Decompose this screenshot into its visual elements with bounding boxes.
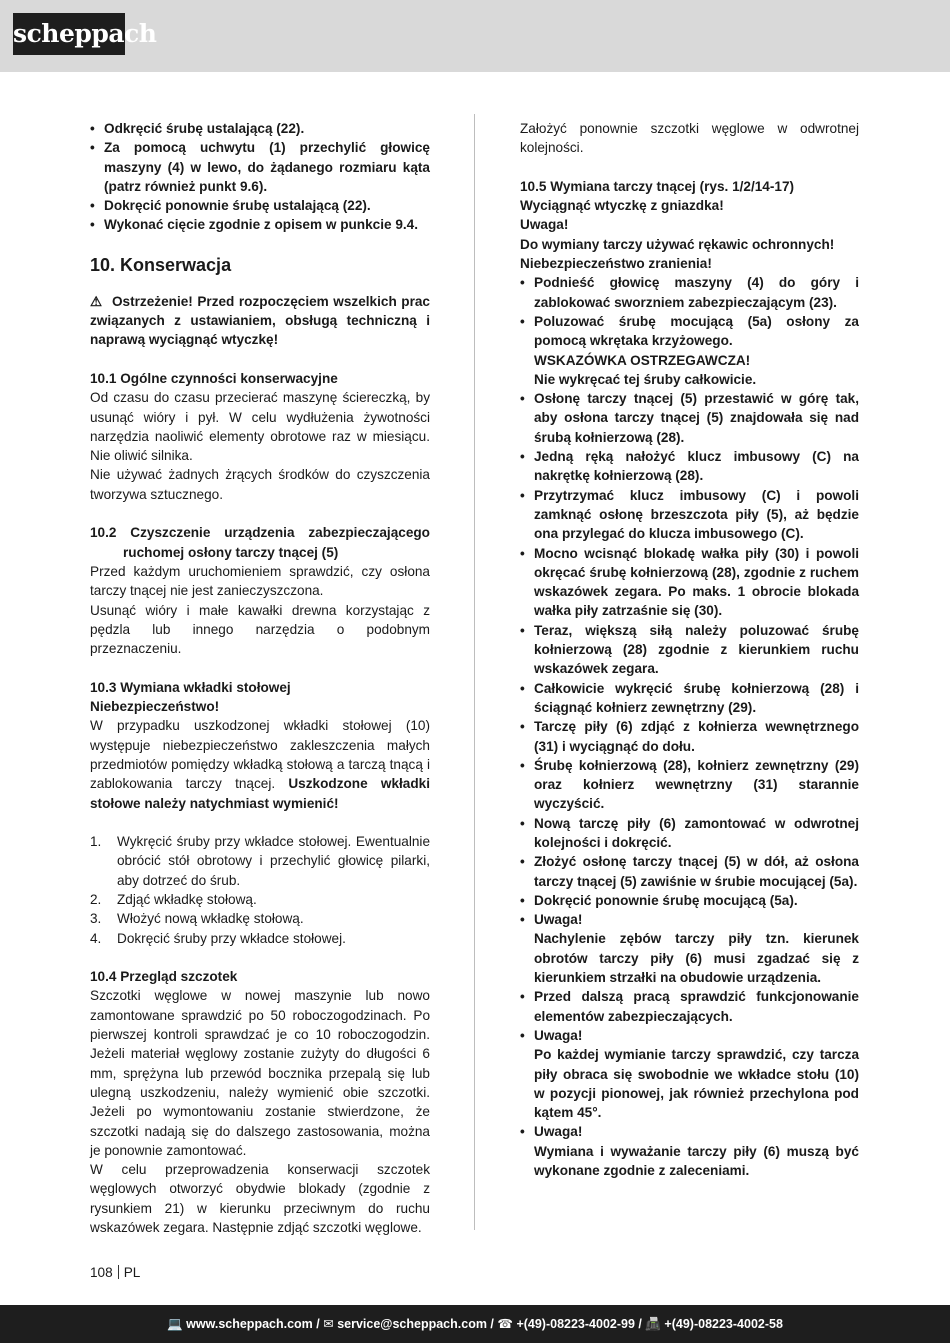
mail-icon: ✉ [323,1317,334,1331]
fax-number: +(49)-08223-4002-58 [664,1317,783,1331]
paragraph: W przypadku uszkodzonej wkładki stołowej (10) występuje niebezpieczeństwo zakleszczenia małych przedmiotów pomiędzy wkładką stołową a tarczą tnącą i zablokowania tarczy tnącej. Uszkodzone wkładki stołowe należy natychmiast wymienić! [90,718,430,811]
fax-icon: 📠 [645,1317,661,1331]
list-item: • Teraz, większą siłą należy poluzować śrubę kołnierzową (28) zgodnie z kierunkiem ruchu wskazówek zegara. [520,622,859,677]
phone-icon: ☎ [497,1317,513,1331]
left-column [90,119,430,1237]
list-item: • Złożyć osłonę tarczy tnącej (5) w dół, aż osłona tarczy tnącej (5) zawiśnie w śrubie mocującej (5a). [520,854,859,889]
paragraph: W celu przeprowadzenia konserwacji szczotek węglowych otworzyć obydwie blokady (zgodnie z rysunkiem 21) w kierunku przeciwnym do ruchu wskazówek zegara. Następnie zdjąć szczotki węglowe. [90,1162,430,1236]
list-item: • Wykonać cięcie zgodnie z opisem w punkcie 9.4. [90,217,419,233]
list-item: • Całkowicie wykręcić śrubę kołnierzową (28) i ściągnąć kołnierz zewnętrzny (29). [520,680,859,715]
list-item: • Śrubę kołnierzową (28), kołnierz zewnętrzny (29) oraz kołnierz wewnętrzny (31) starannie wyczyścić. [520,757,859,812]
page-footer: 💻 www.scheppach.com / ✉ service@scheppach.com / ☎ +(49)-08223-4002-99 / 📠 +(49)-08223-4002-58 [0,1305,950,1343]
list-item: 3. Włożyć nową wkładkę stołową. [90,911,304,927]
section-title: 10. Konserwacja [90,254,232,275]
list-item: • Dokręcić ponownie śrubę mocującą (5a). [520,892,798,908]
list-item: • Podnieść głowicę maszyny (4) do góry i zablokować sworzniem zabezpieczającym (23). [520,275,859,310]
email-link[interactable]: service@scheppach.com [337,1317,487,1331]
warning-line: Uwaga! [520,217,569,233]
subsection-title: 10.3 Wymiana wkładki stołowej [90,679,291,695]
list-item: 2. Zdjąć wkładkę stołową. [90,891,257,907]
warning-note: ⚠ Ostrzeżenie! Przed rozpoczęciem wszelkich prac związanych z ustawianiem, obsługą techniczną i naprawą wyciągnąć wtyczkę! [90,293,430,348]
warning-icon: ⚠ [90,293,103,309]
brand-logo: scheppach [13,13,125,55]
blade-steps-list [520,273,859,1180]
list-item: • Mocno wcisnąć blokadę wałka piły (30) i powoli okręcać śrubę kołnierzową (28), zgodnie z ruchem wskazówek zegara. Po maks. 1 obrocie blokada wałka piły zatrzaśnie się (30). [520,545,859,619]
list-item: • Dokręcić ponownie śrubę ustalającą (22). [90,198,371,214]
paragraph: Usunąć wióry i małe kawałki drewna korzystając z pędzla lub innego narzędzia o podobnym przeznaczeniu. [90,602,430,657]
list-item: 1. Wykręcić śruby przy wkładce stołowej. Ewentualnie obrócić stół obrotowy i przechylić głowicę pilarki, aby dotrzeć do śrub. [90,834,430,888]
paragraph: Szczotki węglowe w nowej maszynie lub nowo zamontowane sprawdzić po 50 roboczogodzinach. Po pierwszej kontroli sprawdzać je co 10 roboczogodzin. Jeżeli materiał węglowy zostanie zużyty do długości 6 mm, sprężyna lub przewód bocznika przepalą się lub ulegną uszkodzeniu, należy wymienić obie szczotki. Jeżeli po wymontowaniu zostanie stwierdzone, że szczotki nadają się do dalszego zastosowania, można je ponownie zamontować. [90,988,430,1158]
paragraph: Założyć ponownie szczotki węglowe w odwrotnej kolejności. [520,121,859,156]
list-item: • Uwaga! Nachylenie zębów tarczy piły tzn. kierunek obrotów tarczy piły (6) musi zgadzać się z kierunkiem strzałki na obudowie urządzenia. [520,912,859,986]
page-number: 108 PL [90,1265,141,1280]
subsection-title: 10.1 Ogólne czynności konserwacyjne [90,370,338,386]
subsection-title: 10.2 Czyszczenie urządzenia zabezpieczającego ruchomej osłony tarczy tnącej (5) [90,525,430,560]
paragraph: Od czasu do czasu przecierać maszynę ściereczką, by usunąć wióry i pył. W celu wydłużenia żywotności narzędzia naoliwić elementy obrotowe raz w miesiącu. Nie oliwić silnika. [90,390,430,464]
list-item: • Uwaga! Wymiana i wyważanie tarczy piły (6) muszą być wykonane zgodnie z zaleceniami. [520,1124,859,1179]
paragraph: Przed każdym uruchomieniem sprawdzić, czy osłona tarczy tnącej nie jest zanieczyszczona. [90,563,430,599]
phone-number: +(49)-08223-4002-99 [516,1317,635,1331]
list-item: • Odkręcić śrubę ustalającą (22). [90,121,305,136]
danger-label: Niebezpieczeństwo! [90,699,220,715]
warning-line: Do wymiany tarczy używać rękawic ochronnych! [520,236,835,252]
list-item: • Jedną ręką nałożyć klucz imbusowy (C) na nakrętkę kołnierzową (28). [520,449,859,484]
warning-line: Wyciągnąć wtyczkę z gniazdka! [520,198,724,214]
list-item: • Poluzować śrubę mocującą (5a) osłony za pomocą wkrętaka krzyżowego. WSKAZÓWKA OSTRZEGAWCZA! Nie wykręcać tej śruby całkowicie. [520,313,859,387]
website-link[interactable]: www.scheppach.com [186,1317,313,1331]
replacement-steps-list [90,832,430,948]
list-item: • Tarczę piły (6) zdjąć z kołnierza wewnętrznego (31) i wyciągnąć do dołu. [520,719,859,754]
list-item: • Osłonę tarczy tnącej (5) przestawić w górę tak, aby osłona tarczy tnącej (5) znajdowała się nad śrubą kołnierzową (28). [520,391,859,445]
tilt-steps-list [90,119,430,235]
warning-line: Niebezpieczeństwo zranienia! [520,256,712,272]
list-item: • Nową tarczę piły (6) zamontować w odwrotnej kolejności i dokręcić. [520,815,859,850]
list-item: 4. Dokręcić śruby przy wkładce stołowej. [90,930,346,946]
column-divider [474,114,475,1230]
subsection-title: 10.5 Wymiana tarczy tnącej (rys. 1/2/14-17) [520,178,795,194]
page-header [0,0,950,72]
paragraph: Nie używać żadnych żrących środków do czyszczenia tworzywa sztucznego. [90,467,430,502]
list-item: • Za pomocą uchwytu (1) przechylić głowicę maszyny (4) w lewo, do żądanego rozmiaru kąta (patrz również punkt 9.6). [90,140,430,194]
subsection-title: 10.4 Przegląd szczotek [90,969,238,985]
list-item: • Uwaga! Po każdej wymianie tarczy sprawdzić, czy tarcza piły obraca się swobodnie we wkładce stołu (10) w pozycji pionowej, jak również przechylona pod kątem 45°. [520,1027,859,1121]
list-item: • Przed dalszą pracą sprawdzić funkcjonowanie elementów zabezpieczających. [520,989,859,1024]
right-column [520,119,859,1180]
list-item: • Przytrzymać klucz imbusowy (C) i powoli zamknąć osłonę brzeszczota piły (5), aż będzie ona przylegać do klucza imbusowego (C). [520,487,859,542]
computer-icon: 💻 [167,1317,183,1331]
